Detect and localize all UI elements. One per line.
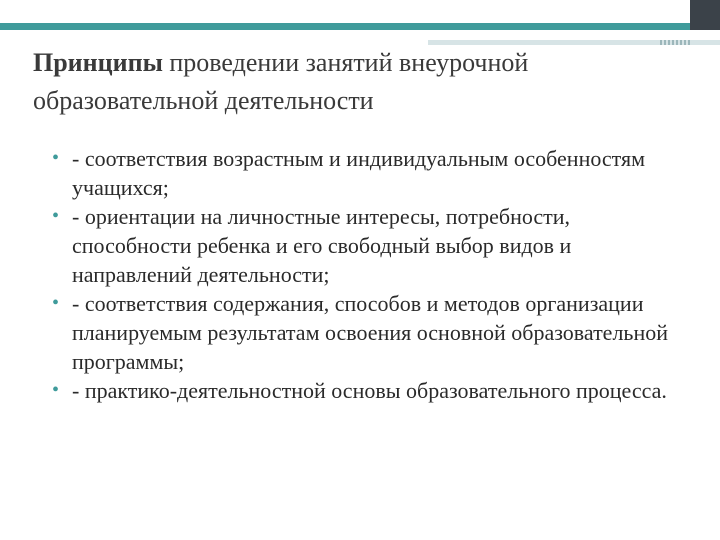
bullet-icon: • [52, 292, 60, 314]
principles-list [52, 144, 692, 405]
list-item-text: - соответствия содержания, способов и методов организации планируемым результатам освоения основной образовательной программы; [72, 291, 669, 374]
list-item [52, 376, 692, 405]
slide-title [33, 44, 693, 120]
bullet-icon: • [52, 147, 60, 169]
list-item-text: - соответствия возрастным и индивидуальным особенностям учащихся; [72, 146, 646, 200]
list-item-text: - ориентации на личностные интересы, потребности, способности ребенка и его свободный выбор видов и направлений деятельности; [72, 204, 572, 287]
bullet-icon: • [52, 379, 60, 401]
dark-corner-block [690, 0, 720, 30]
list-item [52, 202, 692, 289]
title-rest: проведении занятий внеурочной образовательной деятельности [33, 48, 529, 115]
title-bold: Принципы [33, 48, 163, 77]
list-item [52, 289, 692, 376]
bullet-icon: • [52, 205, 60, 227]
top-decor-bar [0, 0, 720, 30]
list-item [52, 144, 692, 202]
teal-stripe [0, 23, 720, 30]
list-item-text: - практико-деятельностной основы образовательного процесса. [72, 378, 667, 403]
